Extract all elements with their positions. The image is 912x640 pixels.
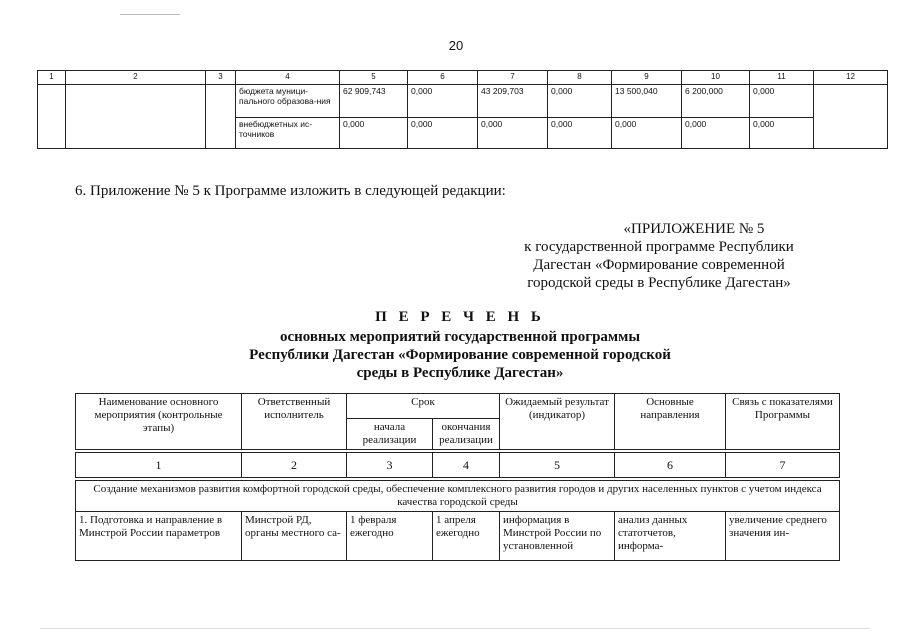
header-link: Связь с показателями Программы (726, 394, 840, 450)
appendix-line: Дагестан «Формирование современной (533, 257, 785, 273)
activities-table (75, 393, 840, 561)
table-cell: бюджета муници-пального образова-ния (236, 85, 340, 118)
column-number: 5 (500, 453, 615, 478)
column-number: 6 (615, 453, 726, 478)
table-cell: 0,000 (750, 118, 814, 149)
appendix-line: «ПРИЛОЖЕНИЕ № 5 (623, 221, 765, 237)
table-cell: внебюджетных ис-точников (236, 118, 340, 149)
table-row (76, 512, 840, 561)
header-cell: 2 (66, 71, 206, 85)
header-cell: 10 (682, 71, 750, 85)
appendix-line: к государственной программе Республики (524, 239, 794, 255)
activity-directions: анализ данных статотчетов, информа- (615, 512, 726, 561)
budget-table (37, 70, 888, 149)
table-cell: 0,000 (612, 118, 682, 149)
column-number: 3 (347, 453, 433, 478)
header-term: Срок (347, 394, 500, 419)
scan-artifact (40, 628, 870, 629)
column-numbers-row (76, 453, 840, 478)
header-cell: 11 (750, 71, 814, 85)
amendment-paragraph: 6. Приложение № 5 к Программе изложить в следующей редакции: (75, 183, 506, 199)
table-cell: 0,000 (750, 85, 814, 118)
table-row (38, 85, 888, 118)
section-row (76, 481, 840, 512)
list-title-word: П Е Р Е Ч Е Н Ь (375, 309, 545, 325)
header-cell: 5 (340, 71, 408, 85)
column-number: 2 (242, 453, 347, 478)
table-cell: 62 909,743 (340, 85, 408, 118)
table-cell (814, 85, 888, 149)
table-cell: 0,000 (548, 118, 612, 149)
list-title-line: среды в Республике Дагестан» (356, 365, 564, 381)
header-cell: 4 (236, 71, 340, 85)
activity-link: увеличение среднего значения ин- (726, 512, 840, 561)
appendix-heading (470, 220, 848, 292)
activity-end: 1 апреля ежегодно (433, 512, 500, 561)
section-title: Создание механизмов развития комфортной городской среды, обеспечение комплексного развития городов и других населенных пунктов с учетом индекса качества городской среды (76, 481, 840, 512)
header-cell: 3 (206, 71, 236, 85)
header-cell: 9 (612, 71, 682, 85)
table-cell: 0,000 (408, 85, 478, 118)
header-result: Ожидаемый результат (индикатор) (500, 394, 615, 450)
table-cell (66, 85, 206, 149)
table-cell (206, 85, 236, 149)
column-number: 4 (433, 453, 500, 478)
list-title (0, 308, 912, 382)
table-cell: 6 200,000 (682, 85, 750, 118)
table-cell: 13 500,040 (612, 85, 682, 118)
activity-responsible: Минстрой РД, органы местного са- (242, 512, 347, 561)
header-start: начала реализации (347, 419, 433, 450)
table-cell: 0,000 (682, 118, 750, 149)
column-number: 7 (726, 453, 840, 478)
activity-result: информация в Минстрой России по установленной (500, 512, 615, 561)
list-title-line: Республики Дагестан «Формирование современной городской (249, 347, 671, 363)
activities-header-row (76, 394, 840, 419)
scan-artifact (120, 14, 180, 15)
header-name: Наименование основного мероприятия (контрольные этапы) (76, 394, 242, 450)
header-cell: 12 (814, 71, 888, 85)
header-cell: 7 (478, 71, 548, 85)
activity-name: 1. Подготовка и направление в Минстрой России параметров (76, 512, 242, 561)
column-number: 1 (76, 453, 242, 478)
table-cell: 43 209,703 (478, 85, 548, 118)
list-title-line: основных мероприятий государственной программы (279, 329, 641, 345)
appendix-line: городской среды в Республике Дагестан» (527, 275, 791, 291)
header-cell: 8 (548, 71, 612, 85)
table-cell: 0,000 (548, 85, 612, 118)
budget-table-header-row (38, 71, 888, 85)
table-cell: 0,000 (478, 118, 548, 149)
table-cell: 0,000 (340, 118, 408, 149)
table-cell (38, 85, 66, 149)
page-number: 20 (448, 38, 464, 53)
header-directions: Основные направления (615, 394, 726, 450)
header-end: окончания реализации (433, 419, 500, 450)
activity-start: 1 февраля ежегодно (347, 512, 433, 561)
header-cell: 1 (38, 71, 66, 85)
header-cell: 6 (408, 71, 478, 85)
header-responsible: Ответственный исполнитель (242, 394, 347, 450)
table-cell: 0,000 (408, 118, 478, 149)
